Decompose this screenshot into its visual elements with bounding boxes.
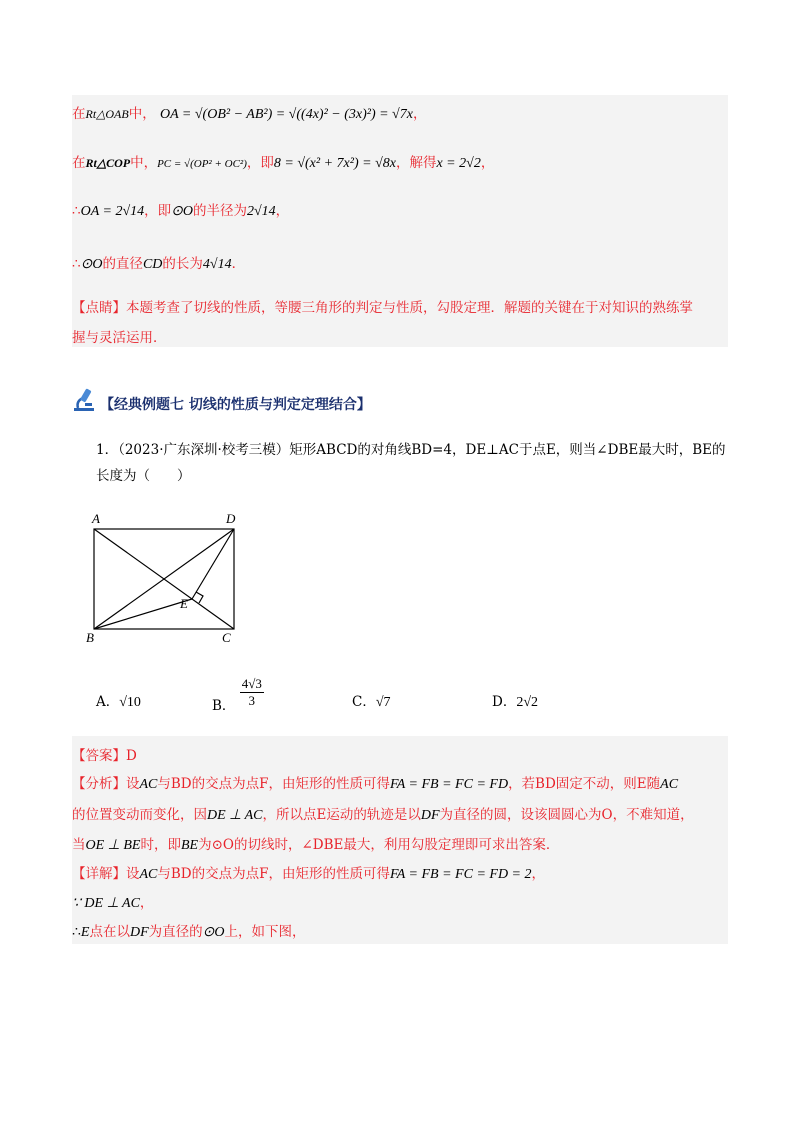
label-a: A xyxy=(92,511,100,526)
rectangle-figure xyxy=(80,508,250,648)
formula-oa: OA = √(OB² − AB²) = √((4x)² − (3x)²) = √7x xyxy=(160,107,413,122)
option-c[interactable]: C．√7 xyxy=(352,694,391,710)
detail-line-3: ∴E点在以DF为直径的⊙O上，如下图， xyxy=(72,924,306,940)
option-d[interactable]: D．2√2 xyxy=(492,694,539,710)
right-angle-mark xyxy=(196,592,203,603)
label-c: C xyxy=(222,630,231,645)
analysis-line-1: 【分析】设AC与BD的交点为点F，由矩形的性质可得FA = FB = FC = FD，若BD固定不动，则E随AC xyxy=(72,776,679,792)
segment-be xyxy=(94,599,192,629)
segment-de xyxy=(192,529,234,599)
option-b[interactable]: B． $\frac{4√3}{3}$ xyxy=(212,676,262,714)
analysis-line-2: 的位置变动而变化，因DE ⊥ AC，所以点E运动的轨迹是以DF为直径的圆，设该圆圆心为O，不难知道， xyxy=(72,807,694,823)
label-e: E xyxy=(180,596,188,611)
analysis-line-3: 当OE ⊥ BE时，即BE为⊙O的切线时，∠DBE最大，利用勾股定理即可求出答案． xyxy=(72,837,560,853)
fraction-b: $\frac{4√3}{3}$ xyxy=(241,676,262,708)
comment-line-1: 【点睛】本题考查了切线的性质，等腰三角形的判定与性质，勾股定理．解题的关键在于对知识的熟练掌 xyxy=(72,300,693,316)
microscope-icon xyxy=(72,386,98,412)
option-a[interactable]: A．√10 xyxy=(96,694,141,710)
section-heading: 【经典例题七 切线的性质与判定定理结合】 xyxy=(100,397,371,413)
label-b: B xyxy=(86,630,94,645)
comment-line-2: 握与灵活运用． xyxy=(72,330,167,346)
detail-line-2: ∵ DE ⊥ AC， xyxy=(72,895,154,911)
solution-line-3: ∴OA = 2√14，即⊙O的半径为2√14， xyxy=(72,203,290,219)
solution-line-1: 在Rt△OAB中， OA = √(OB² − AB²) = √((4x)² − (3x)²) = √7x， xyxy=(72,106,427,122)
question-line-2: 长度为（ ） xyxy=(96,468,191,484)
solution-line-2: 在Rt△COP中，PC = √(OP² + OC²)，即8 = √(x² + 7x²) = √8x，解得x = 2√2， xyxy=(72,155,495,171)
question-line-1: 1．（2023·广东深圳·校考三模）矩形ABCD的对角线BD=4，DE⊥AC于点E，则当∠DBE最大时，BE的 xyxy=(96,442,726,458)
label-d: D xyxy=(226,511,236,526)
answer-line: 【答案】D xyxy=(72,748,137,764)
solution-line-4: ∴⊙O的直径CD的长为4√14． xyxy=(72,256,246,272)
detail-line-1: 【详解】设AC与BD的交点为点F，由矩形的性质可得FA = FB = FC = FD = 2， xyxy=(72,866,546,882)
